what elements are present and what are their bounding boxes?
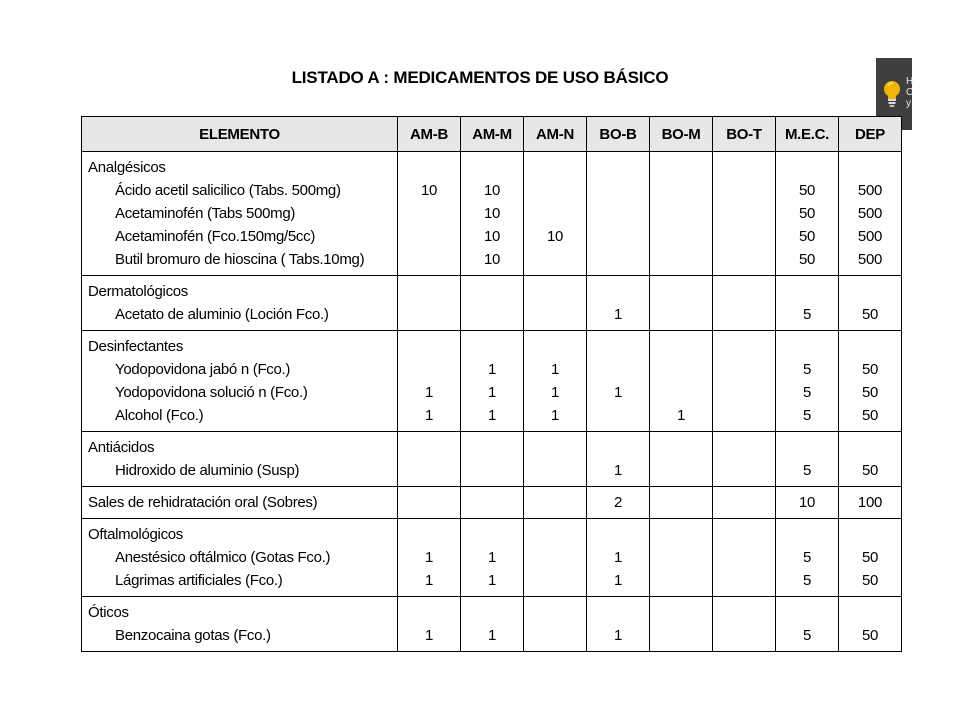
value: 50 — [798, 182, 816, 199]
value — [650, 624, 712, 647]
value-cell — [713, 331, 776, 432]
value-cell — [461, 152, 524, 276]
value-cell — [776, 487, 839, 519]
value-cell — [398, 331, 461, 432]
tip-text: H C y — [906, 76, 914, 109]
lightbulb-icon — [881, 80, 903, 108]
column-header: BO-T — [713, 117, 776, 152]
column-header: AM-B — [398, 117, 461, 152]
value: 50 — [861, 462, 879, 479]
value: 50 — [861, 384, 879, 401]
element-cell — [82, 432, 398, 487]
value-cell — [587, 519, 650, 597]
value — [461, 459, 523, 482]
value-cell — [839, 331, 902, 432]
element-cell — [82, 331, 398, 432]
value — [713, 546, 775, 569]
value — [398, 225, 460, 248]
value-cell — [398, 519, 461, 597]
value: 10 — [798, 494, 816, 511]
item-name: Anestésico oftálmico (Gotas Fco.) — [115, 549, 331, 566]
value: 1 — [487, 384, 497, 401]
value — [398, 459, 460, 482]
value — [587, 404, 649, 427]
value: 1 — [487, 361, 497, 378]
value — [461, 303, 523, 326]
value-cell — [587, 152, 650, 276]
item-name: Yodopovidona solució n (Fco.) — [115, 384, 308, 401]
value — [650, 459, 712, 482]
category-label: Oftalmológicos — [88, 526, 184, 543]
value: 1 — [487, 407, 497, 424]
value: 1 — [424, 384, 434, 401]
value-cell — [587, 331, 650, 432]
value — [713, 624, 775, 647]
value-cell — [713, 432, 776, 487]
value-cell — [713, 276, 776, 331]
value — [713, 202, 775, 225]
value — [398, 248, 460, 271]
value-cell — [524, 331, 587, 432]
value — [650, 225, 712, 248]
value: 5 — [802, 306, 812, 323]
value: 1 — [424, 572, 434, 589]
value: 1 — [424, 407, 434, 424]
value — [524, 491, 586, 514]
column-header: BO-M — [650, 117, 713, 152]
value — [650, 491, 712, 514]
value-cell — [524, 519, 587, 597]
value: 5 — [802, 572, 812, 589]
column-header: AM-M — [461, 117, 524, 152]
value: 1 — [613, 462, 623, 479]
value — [587, 248, 649, 271]
value-cell — [776, 331, 839, 432]
value — [713, 404, 775, 427]
value-cell — [776, 519, 839, 597]
table-row — [82, 487, 902, 519]
value-cell — [461, 519, 524, 597]
value-cell — [839, 487, 902, 519]
value-cell — [461, 487, 524, 519]
table-row — [82, 597, 902, 652]
element-cell — [82, 152, 398, 276]
table-row — [82, 432, 902, 487]
value-cell — [650, 519, 713, 597]
value: 1 — [550, 384, 560, 401]
table-row — [82, 152, 902, 276]
item-name: Hidroxido de aluminio (Susp) — [115, 462, 300, 479]
value-cell — [398, 487, 461, 519]
value-cell — [524, 276, 587, 331]
value-cell — [461, 331, 524, 432]
value-cell — [839, 152, 902, 276]
item-name: Lágrimas artificiales (Fco.) — [115, 572, 283, 589]
value-cell — [524, 152, 587, 276]
header-row — [82, 117, 902, 152]
value: 500 — [857, 205, 883, 222]
value: 5 — [802, 549, 812, 566]
value: 5 — [802, 361, 812, 378]
value — [587, 179, 649, 202]
value: 50 — [861, 627, 879, 644]
value: 100 — [857, 494, 883, 511]
value-cell — [650, 152, 713, 276]
value — [713, 459, 775, 482]
value — [650, 179, 712, 202]
value: 50 — [861, 549, 879, 566]
value — [650, 303, 712, 326]
value — [398, 303, 460, 326]
value-cell — [776, 432, 839, 487]
column-header: M.E.C. — [776, 117, 839, 152]
table-body — [82, 152, 902, 652]
value: 1 — [424, 627, 434, 644]
value — [587, 225, 649, 248]
element-cell — [82, 519, 398, 597]
value — [524, 546, 586, 569]
value-cell — [587, 276, 650, 331]
value: 1 — [550, 407, 560, 424]
category-label: Dermatológicos — [88, 283, 189, 300]
value — [524, 459, 586, 482]
item-name: Benzocaina gotas (Fco.) — [115, 627, 271, 644]
value — [398, 358, 460, 381]
value: 5 — [802, 407, 812, 424]
value-cell — [713, 487, 776, 519]
item-name: Sales de rehidratación oral (Sobres) — [88, 494, 318, 511]
value: 1 — [613, 572, 623, 589]
value: 1 — [550, 361, 560, 378]
value: 50 — [861, 407, 879, 424]
value: 5 — [802, 384, 812, 401]
table-row — [82, 276, 902, 331]
value-cell — [461, 597, 524, 652]
value: 500 — [857, 251, 883, 268]
medication-sheet — [81, 116, 901, 720]
column-header: AM-N — [524, 117, 587, 152]
value: 1 — [613, 306, 623, 323]
value: 10 — [546, 228, 564, 245]
value-cell — [398, 597, 461, 652]
value-cell — [650, 331, 713, 432]
category-label: Antiácidos — [88, 439, 155, 456]
value-cell — [713, 597, 776, 652]
value-cell — [587, 487, 650, 519]
value-cell — [650, 276, 713, 331]
value — [587, 202, 649, 225]
value: 500 — [857, 228, 883, 245]
value: 5 — [802, 627, 812, 644]
value-cell — [650, 487, 713, 519]
table-row — [82, 331, 902, 432]
value: 10 — [483, 228, 501, 245]
value-cell — [713, 152, 776, 276]
element-cell — [82, 597, 398, 652]
value: 10 — [483, 251, 501, 268]
item-name: Acetaminofén (Fco.150mg/5cc) — [115, 228, 316, 245]
value-cell — [650, 597, 713, 652]
value — [713, 358, 775, 381]
value — [398, 202, 460, 225]
value — [398, 491, 460, 514]
value: 1 — [424, 549, 434, 566]
value — [587, 358, 649, 381]
column-header: BO-B — [587, 117, 650, 152]
value-cell — [776, 276, 839, 331]
value-cell — [776, 597, 839, 652]
value-cell — [839, 519, 902, 597]
value-cell — [839, 597, 902, 652]
value: 500 — [857, 182, 883, 199]
value: 50 — [798, 205, 816, 222]
value — [524, 303, 586, 326]
value — [461, 491, 523, 514]
value-cell — [650, 432, 713, 487]
value-cell — [524, 432, 587, 487]
value — [650, 202, 712, 225]
value — [713, 303, 775, 326]
value — [524, 569, 586, 592]
value-cell — [776, 152, 839, 276]
column-header: ELEMENTO — [82, 117, 398, 152]
value-cell — [461, 276, 524, 331]
value-cell — [713, 519, 776, 597]
value: 50 — [861, 306, 879, 323]
value — [713, 491, 775, 514]
value — [650, 381, 712, 404]
value — [650, 358, 712, 381]
value — [713, 179, 775, 202]
value: 10 — [483, 205, 501, 222]
value: 50 — [798, 228, 816, 245]
element-cell — [82, 487, 398, 519]
value-cell — [524, 597, 587, 652]
value — [524, 202, 586, 225]
value: 10 — [483, 182, 501, 199]
value-cell — [398, 432, 461, 487]
value: 50 — [861, 361, 879, 378]
value-cell — [839, 276, 902, 331]
element-cell — [82, 276, 398, 331]
value-cell — [587, 432, 650, 487]
value — [713, 569, 775, 592]
value: 1 — [613, 384, 623, 401]
medication-table — [81, 116, 902, 652]
value — [650, 248, 712, 271]
value: 1 — [676, 407, 686, 424]
value — [650, 569, 712, 592]
item-name: Acetato de aluminio (Loción Fco.) — [115, 306, 329, 323]
value — [713, 248, 775, 271]
value-cell — [524, 487, 587, 519]
category-label: Óticos — [88, 604, 129, 621]
value-cell — [461, 432, 524, 487]
item-name: Acetaminofén (Tabs 500mg) — [115, 205, 296, 222]
value — [524, 624, 586, 647]
category-label: Desinfectantes — [88, 338, 184, 355]
value: 50 — [798, 251, 816, 268]
value: 1 — [613, 627, 623, 644]
value: 5 — [802, 462, 812, 479]
item-name: Butil bromuro de hioscina ( Tabs.10mg) — [115, 251, 365, 268]
item-name: Ácido acetil salicilico (Tabs. 500mg) — [115, 182, 341, 199]
table-row — [82, 519, 902, 597]
value — [713, 225, 775, 248]
value: 1 — [487, 627, 497, 644]
column-header: DEP — [839, 117, 902, 152]
value-cell — [398, 276, 461, 331]
value: 1 — [613, 549, 623, 566]
value — [524, 248, 586, 271]
category-label: Analgésicos — [88, 159, 166, 176]
value — [713, 381, 775, 404]
value — [650, 546, 712, 569]
item-name: Yodopovidona jabó n (Fco.) — [115, 361, 291, 378]
value-cell — [587, 597, 650, 652]
value: 1 — [487, 572, 497, 589]
value: 50 — [861, 572, 879, 589]
document-title: LISTADO A : MEDICAMENTOS DE USO BÁSICO — [291, 68, 669, 87]
value: 10 — [420, 182, 438, 199]
value: 2 — [613, 494, 623, 511]
value: 1 — [487, 549, 497, 566]
value-cell — [398, 152, 461, 276]
value — [524, 179, 586, 202]
item-name: Alcohol (Fco.) — [115, 407, 204, 424]
value-cell — [839, 432, 902, 487]
